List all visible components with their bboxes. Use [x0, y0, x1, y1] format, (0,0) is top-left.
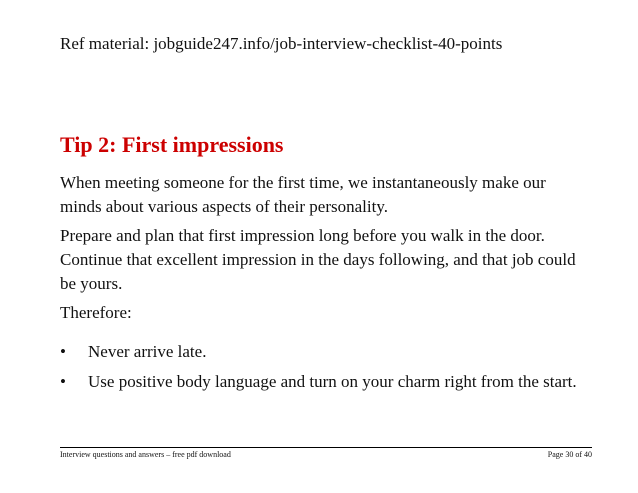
- bullet-text: Never arrive late.: [88, 342, 207, 361]
- footer-left-text: Interview questions and answers – free pdf download: [60, 450, 231, 459]
- bullet-item: [60, 340, 590, 364]
- bullet-item: [60, 370, 590, 394]
- paragraph-prepare: Prepare and plan that first impression long before you walk in the door. Continue that excellent impression in the days following, and that job could be yours.: [60, 226, 576, 293]
- paragraph-therefore: Therefore:: [60, 303, 132, 322]
- bullet-mark: •: [60, 372, 66, 391]
- tip-title: Tip 2: First impressions: [60, 132, 284, 157]
- bullet-mark: •: [60, 342, 66, 361]
- footer-divider: [60, 447, 592, 448]
- reference-line: Ref material: jobguide247.info/job-interview-checklist-40-points: [60, 34, 503, 53]
- page-number: Page 30 of 40: [547, 450, 592, 459]
- paragraph-intro: When meeting someone for the first time, we instantaneously make our minds about various aspects of their personality.: [60, 173, 546, 216]
- bullet-text: Use positive body language and turn on your charm right from the start.: [88, 372, 577, 391]
